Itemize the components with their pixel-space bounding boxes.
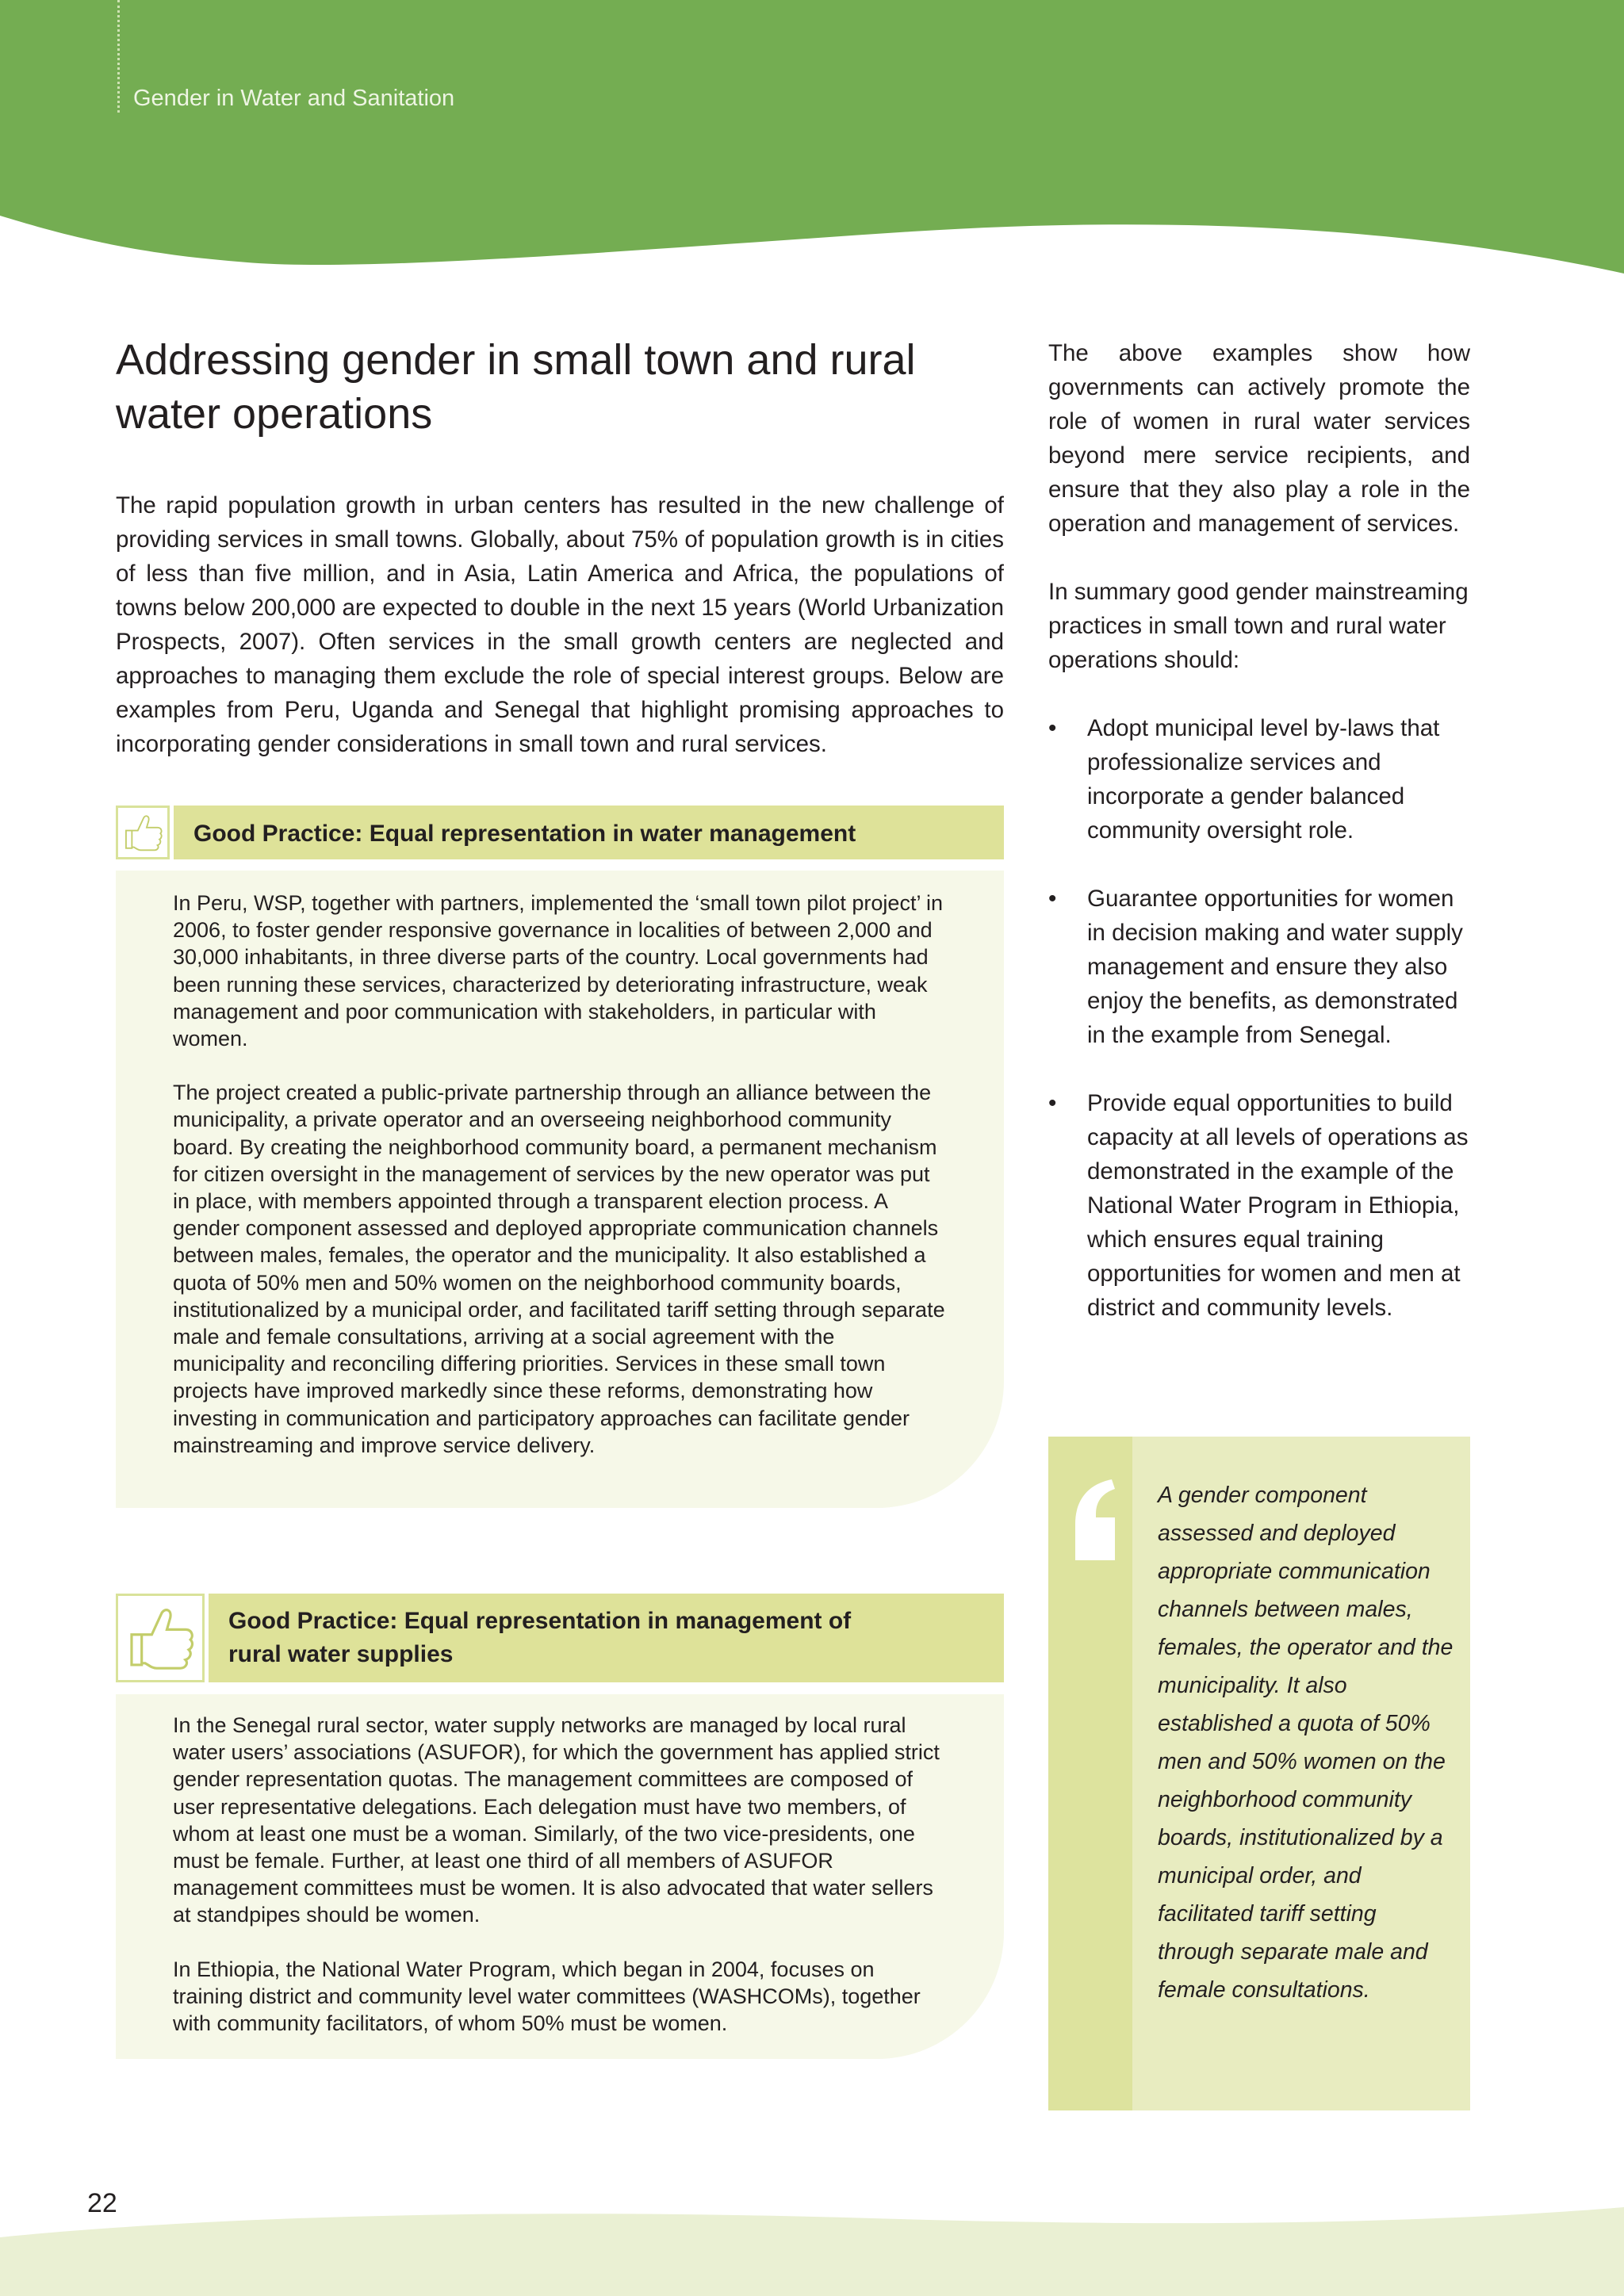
- list-item-text: Provide equal opportunities to build capacity at all levels of operations as demonstrated in the example of the National Water Program in Ethiopia, which ensures equal training opportunities for women and men at district and community levels.: [1087, 1090, 1469, 1321]
- page-number: 22: [87, 2188, 117, 2218]
- pull-quote: [1048, 1437, 1470, 2110]
- pull-quote-text: A gender component assessed and deployed appropriate communication channels between males, females, the operator and the municipality. It also established a quota of 50% men and 50% women on the neighborhood community boards, institutionalized by a municipal order, and facilitated tariff setting through separate male and female consultations.: [1158, 1483, 1454, 2003]
- thumbs-up-icon: [116, 806, 170, 859]
- bullet-icon: •: [1048, 886, 1057, 912]
- intro-paragraph: The rapid population growth in urban centers has resulted in the new challenge of providing services in small towns. Globally, about 75% of population growth is in cities of less than five million, and in Asia, Latin America and Africa, the populations of towns below 200,000 are expected to double in the next 15 years (World Urbanization Prospects, 2007). Often services in the small growth centers are neglected and approaches to managing them exclude the role of special interest groups. Below are examples from Peru, Uganda and Senegal that highlight promising approaches to incorporating gender considerations in small town and rural services.: [116, 492, 1004, 757]
- good-practice-1-paragraph: In Peru, WSP, together with partners, implemented the ‘small town pilot project’ in 2006, to foster gender responsive governance in localities of between 2,000 and 30,000 inhabitants, in three diverse parts of the country. Local governments had been running these services, characterized by deteriorating infrastructure, weak management and poor communication with stakeholders, in particular with women.: [173, 891, 943, 1051]
- quote-mark-icon: [1071, 1476, 1120, 1563]
- list-item: [1048, 711, 1477, 848]
- right-paragraph-1: The above examples show how governments can actively promote the role of women in rural water services beyond mere service recipients, and ensure that they also play a role in the operation and management of services.: [1048, 340, 1470, 537]
- good-practice-1-title-bar: [174, 806, 1004, 859]
- bullet-icon: •: [1048, 715, 1057, 741]
- good-practice-1-paragraph: The project created a public-private partnership through an alliance between the municipality, a private operator and an overseeing neighborhood community board. By creating the neighborhood community board, a permanent mechanism for citizen oversight in the management of services by the new operator was put in place, with members appointed through a transparent election process. A gender component assessed and deployed appropriate communication channels between males, females, the operator and the municipality. It also established a quota of 50% men and 50% women on the neighborhood community boards, institutionalized by a municipal order, and facilitated tariff setting through separate male and female consultations, arriving at a social agreement with the municipality and reconciling differing priorities. Services in these small town projects have improved markedly since these reforms, demonstrating how investing in communication and participatory approaches can facilitate gender mainstreaming and improve service delivery.: [173, 1081, 945, 1457]
- right-paragraph-2: In summary good gender mainstreaming practices in small town and rural water operations should:: [1048, 579, 1469, 673]
- good-practice-2-body: [116, 1694, 1004, 2059]
- good-practice-1-title: Good Practice: Equal representation in water management: [193, 821, 856, 847]
- good-practice-2-paragraph: In Ethiopia, the National Water Program, which began in 2004, focuses on training district and community level water committees (WASHCOMs), together with community facilitators, of whom 50% must be women.: [173, 1957, 921, 2036]
- good-practice-2-title: Good Practice: Equal representation in management of rural water supplies: [228, 1608, 852, 1667]
- page-heading: Addressing gender in small town and rural water operations: [116, 336, 916, 438]
- footer-band: [0, 2204, 1624, 2296]
- good-practice-1-body: [116, 871, 1004, 1508]
- practices-list: [1048, 711, 1477, 1359]
- list-item-text: Guarantee opportunities for women in decision making and water supply management and ensure they also enjoy the benefits, as demonstrated in the example from Senegal.: [1087, 886, 1463, 1048]
- bullet-icon: •: [1048, 1090, 1057, 1116]
- list-item: [1048, 1086, 1477, 1325]
- header-dotted-rule: [117, 0, 120, 113]
- section-title: Gender in Water and Sanitation: [133, 86, 455, 111]
- list-item: [1048, 882, 1477, 1052]
- list-item-text: Adopt municipal level by-laws that professionalize services and incorporate a gender balanced community oversight role.: [1087, 715, 1440, 844]
- good-practice-2-title-bar: [209, 1594, 1004, 1682]
- thumbs-up-icon: [116, 1594, 205, 1682]
- header-band: [0, 0, 1624, 285]
- good-practice-2-paragraph: In the Senegal rural sector, water supply networks are managed by local rural water users’ associations (ASUFOR), for which the government has applied strict gender representation quotas. The management committees are composed of user representative delegations. Each delegation must have two members, of whom at least one must be a woman. Similarly, of the two vice-presidents, one must be female. Further, at least one third of all members of ASUFOR management committees must be women. It is also advocated that water sellers at standpipes should be women.: [173, 1713, 940, 1927]
